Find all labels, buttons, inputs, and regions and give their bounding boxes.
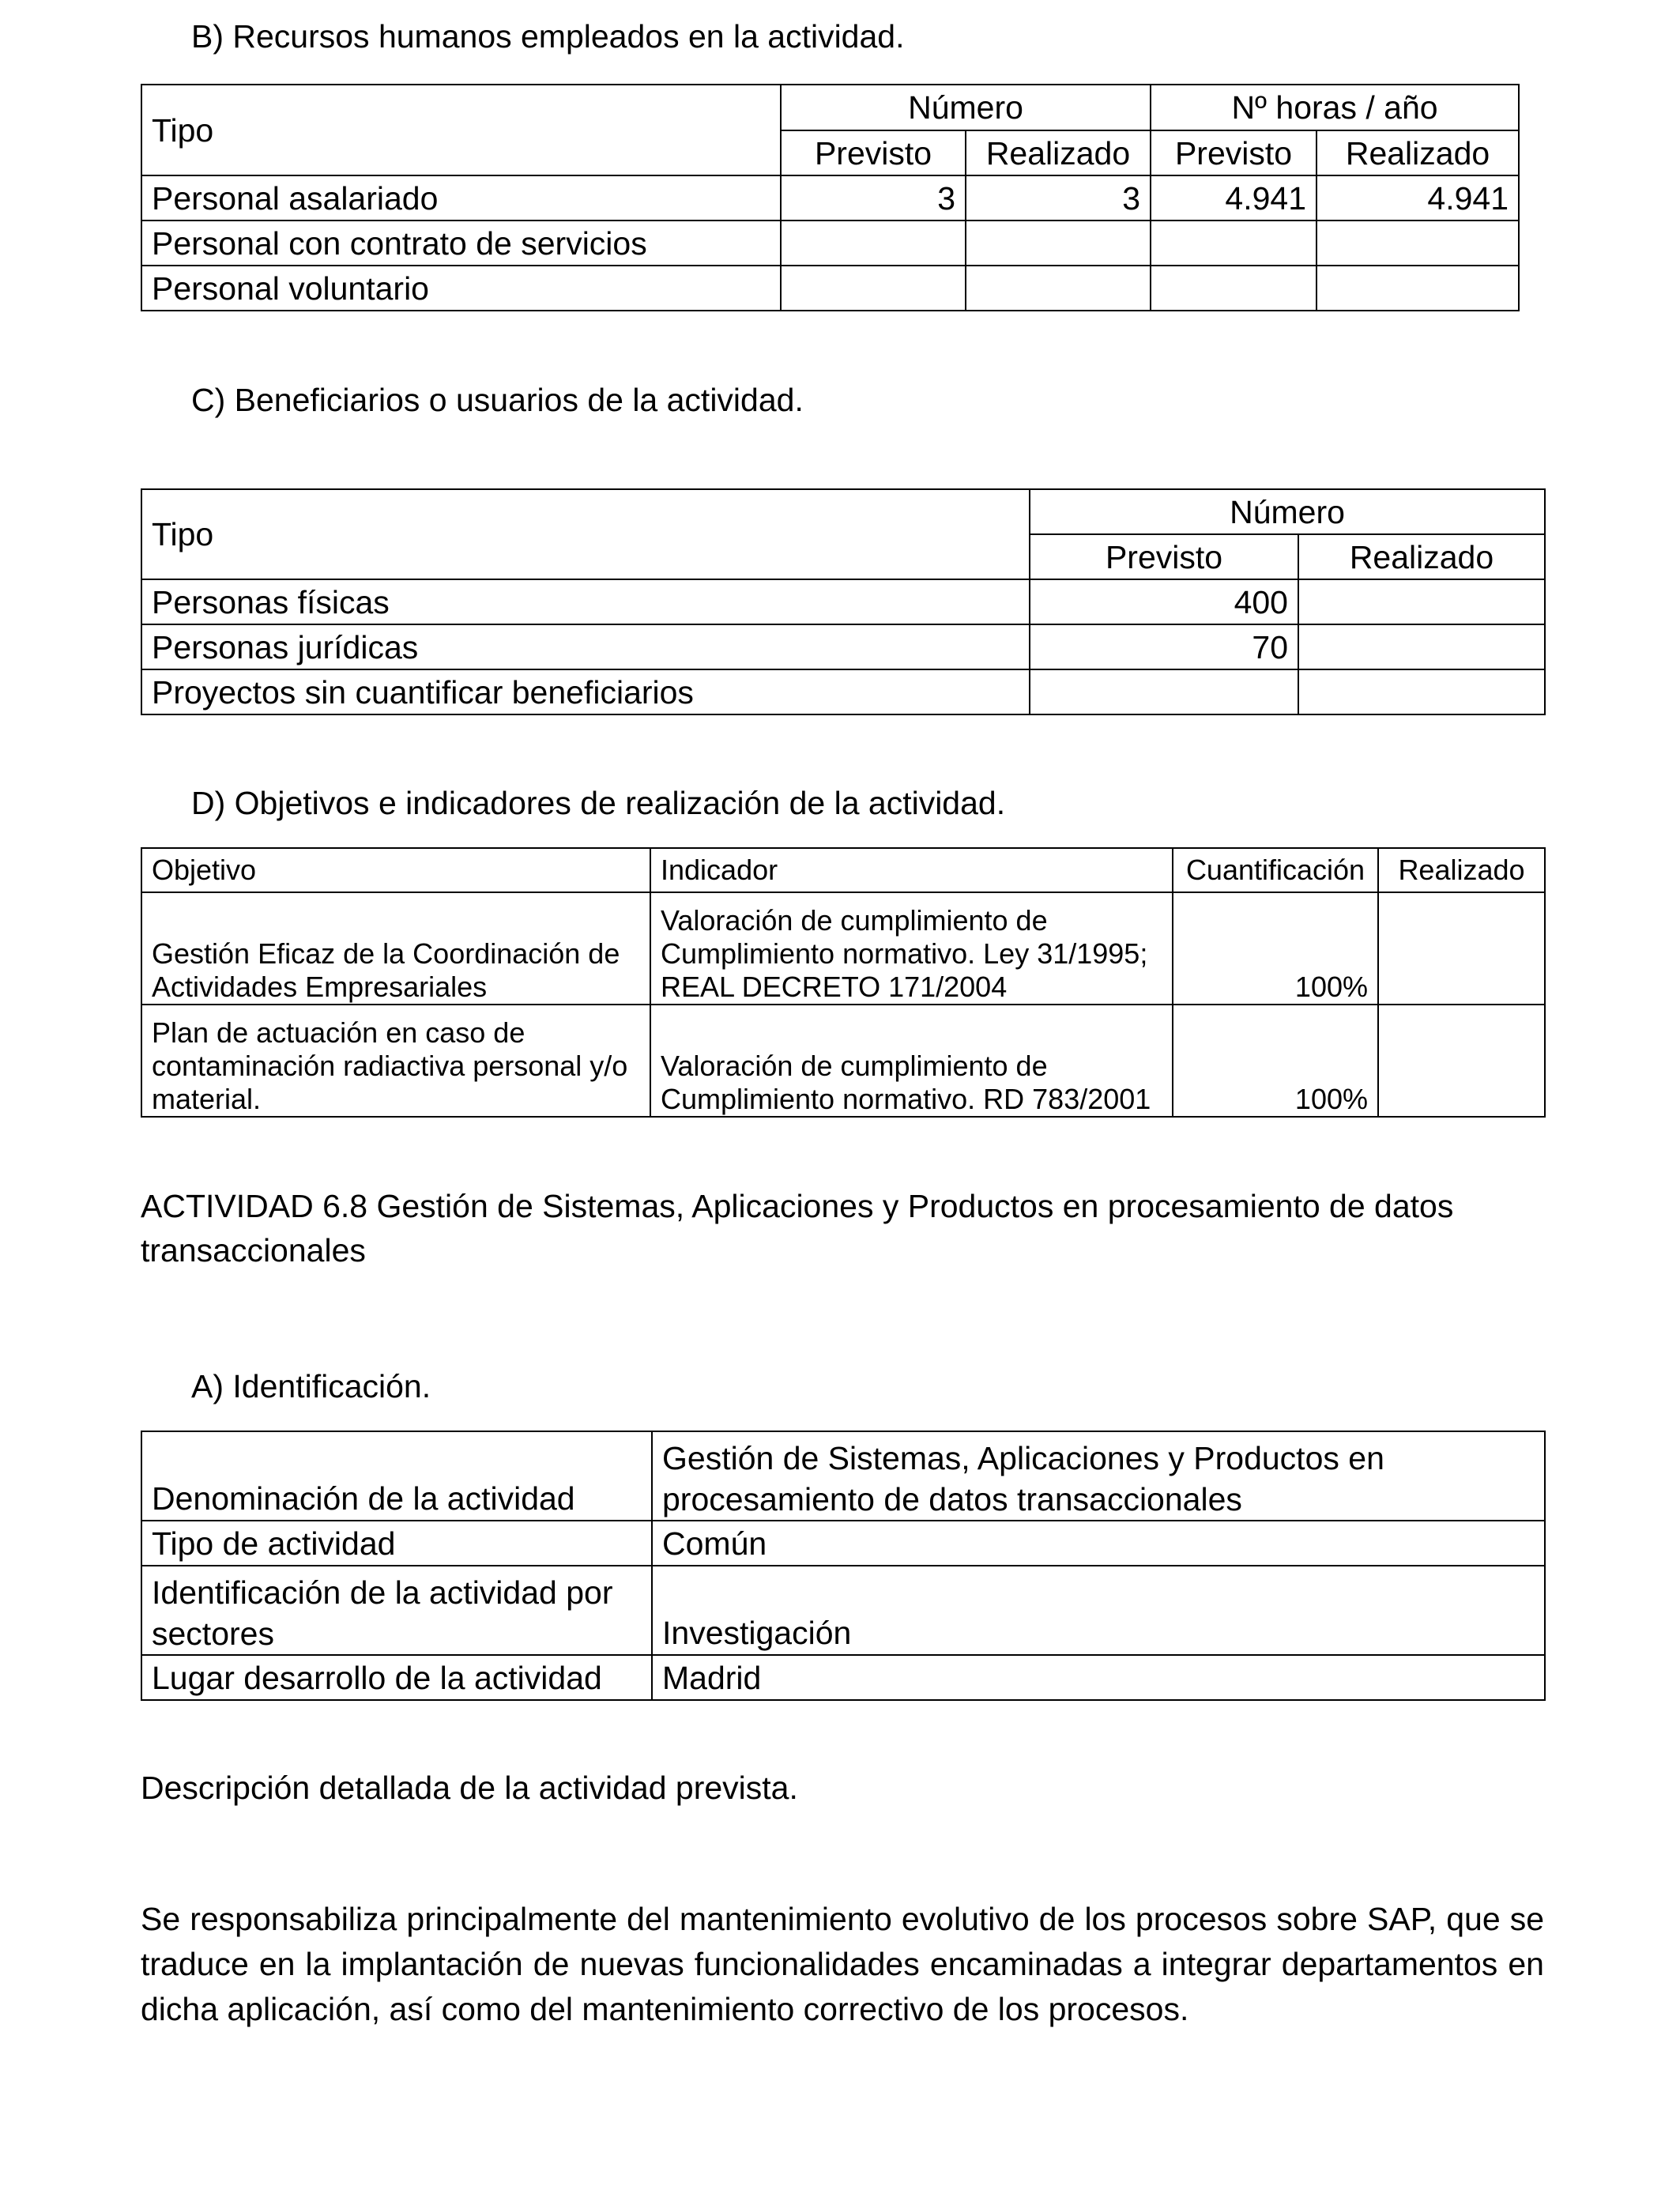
hr-col-horas: Nº horas / año	[1151, 85, 1519, 130]
section-c-heading: C) Beneficiarios o usuarios de la actividad.	[191, 382, 804, 418]
table-row	[141, 175, 1519, 221]
hr-num-realizado	[966, 266, 1151, 311]
hr-num-previsto: 3	[781, 175, 966, 221]
id-label: Denominación de la actividad	[141, 1431, 652, 1521]
table-row	[141, 579, 1545, 624]
ben-col-numero: Número	[1030, 489, 1545, 534]
hr-sub-num-realizado: Realizado	[966, 130, 1151, 175]
hr-horas-previsto	[1151, 266, 1317, 311]
hr-num-previsto	[781, 266, 966, 311]
ben-previsto	[1030, 669, 1298, 714]
identification-table	[141, 1431, 1546, 1701]
table-row	[141, 221, 1519, 266]
ben-realizado	[1298, 579, 1545, 624]
table-row	[141, 1521, 1545, 1566]
hr-num-realizado: 3	[966, 175, 1151, 221]
obj-objetivo: Gestión Eficaz de la Coordinación de Actividades Empresariales	[141, 892, 650, 1005]
obj-col-cuantificacion: Cuantificación	[1173, 848, 1378, 892]
hr-sub-num-previsto: Previsto	[781, 130, 966, 175]
obj-cuantificacion: 100%	[1173, 892, 1378, 1005]
ben-sub-previsto: Previsto	[1030, 534, 1298, 579]
hr-num-previsto	[781, 221, 966, 266]
table-row	[141, 669, 1545, 714]
hr-tipo: Personal voluntario	[141, 266, 781, 311]
hr-col-tipo: Tipo	[141, 85, 781, 175]
hr-sub-horas-realizado: Realizado	[1317, 130, 1519, 175]
activity-title-line2: transaccionales	[141, 1232, 366, 1269]
id-value: Investigación	[652, 1566, 1545, 1655]
hr-horas-realizado	[1317, 266, 1519, 311]
hr-tipo: Personal asalariado	[141, 175, 781, 221]
section-d-heading: D) Objetivos e indicadores de realización de la actividad.	[191, 785, 1006, 821]
obj-objetivo: Plan de actuación en caso de contaminación radiactiva personal y/o material.	[141, 1005, 650, 1117]
ben-tipo: Personas jurídicas	[141, 624, 1030, 669]
hr-horas-previsto	[1151, 221, 1317, 266]
section-b-heading: B) Recursos humanos empleados en la actividad.	[191, 18, 905, 55]
ben-tipo: Proyectos sin cuantificar beneficiarios	[141, 669, 1030, 714]
id-value: Gestión de Sistemas, Aplicaciones y Productos en procesamiento de datos transaccionales	[652, 1431, 1545, 1521]
human-resources-table	[141, 84, 1520, 311]
activity-title-line1: ACTIVIDAD 6.8 Gestión de Sistemas, Aplicaciones y Productos en procesamiento de datos	[141, 1188, 1454, 1224]
obj-indicador: Valoración de cumplimiento de Cumplimiento normativo. RD 783/2001	[650, 1005, 1173, 1117]
table-row	[141, 1566, 1545, 1655]
hr-num-realizado	[966, 221, 1151, 266]
id-value: Común	[652, 1521, 1545, 1566]
hr-sub-horas-previsto: Previsto	[1151, 130, 1317, 175]
ben-realizado	[1298, 669, 1545, 714]
obj-col-objetivo: Objetivo	[141, 848, 650, 892]
beneficiaries-table	[141, 488, 1546, 715]
table-row	[141, 1005, 1545, 1117]
hr-tipo: Personal con contrato de servicios	[141, 221, 781, 266]
obj-col-indicador: Indicador	[650, 848, 1173, 892]
hr-horas-realizado: 4.941	[1317, 175, 1519, 221]
hr-horas-previsto: 4.941	[1151, 175, 1317, 221]
description-heading: Descripción detallada de la actividad prevista.	[141, 1770, 798, 1806]
obj-realizado	[1378, 1005, 1545, 1117]
section-a-heading: A) Identificación.	[191, 1368, 431, 1404]
table-row	[141, 624, 1545, 669]
objectives-table	[141, 847, 1546, 1118]
table-row	[141, 266, 1519, 311]
hr-col-numero: Número	[781, 85, 1151, 130]
ben-tipo: Personas físicas	[141, 579, 1030, 624]
id-label: Lugar desarrollo de la actividad	[141, 1655, 652, 1700]
ben-realizado	[1298, 624, 1545, 669]
hr-horas-realizado	[1317, 221, 1519, 266]
obj-indicador: Valoración de cumplimiento de Cumplimiento normativo. Ley 31/1995; REAL DECRETO 171/2004	[650, 892, 1173, 1005]
description-paragraph: Se responsabiliza principalmente del mantenimiento evolutivo de los procesos sobre SAP, que se traduce en la implantación de nuevas funcionalidades encaminadas a integrar departamentos en dicha aplicación, así como del mantenimiento correctivo de los procesos.	[141, 1901, 1544, 2027]
obj-realizado	[1378, 892, 1545, 1005]
obj-cuantificacion: 100%	[1173, 1005, 1378, 1117]
ben-col-tipo: Tipo	[141, 489, 1030, 579]
id-value: Madrid	[652, 1655, 1545, 1700]
ben-previsto: 70	[1030, 624, 1298, 669]
ben-sub-realizado: Realizado	[1298, 534, 1545, 579]
table-row	[141, 892, 1545, 1005]
ben-previsto: 400	[1030, 579, 1298, 624]
id-label: Identificación de la actividad por sectores	[141, 1566, 652, 1655]
obj-col-realizado: Realizado	[1378, 848, 1545, 892]
table-row	[141, 1655, 1545, 1700]
table-row	[141, 1431, 1545, 1521]
id-label: Tipo de actividad	[141, 1521, 652, 1566]
